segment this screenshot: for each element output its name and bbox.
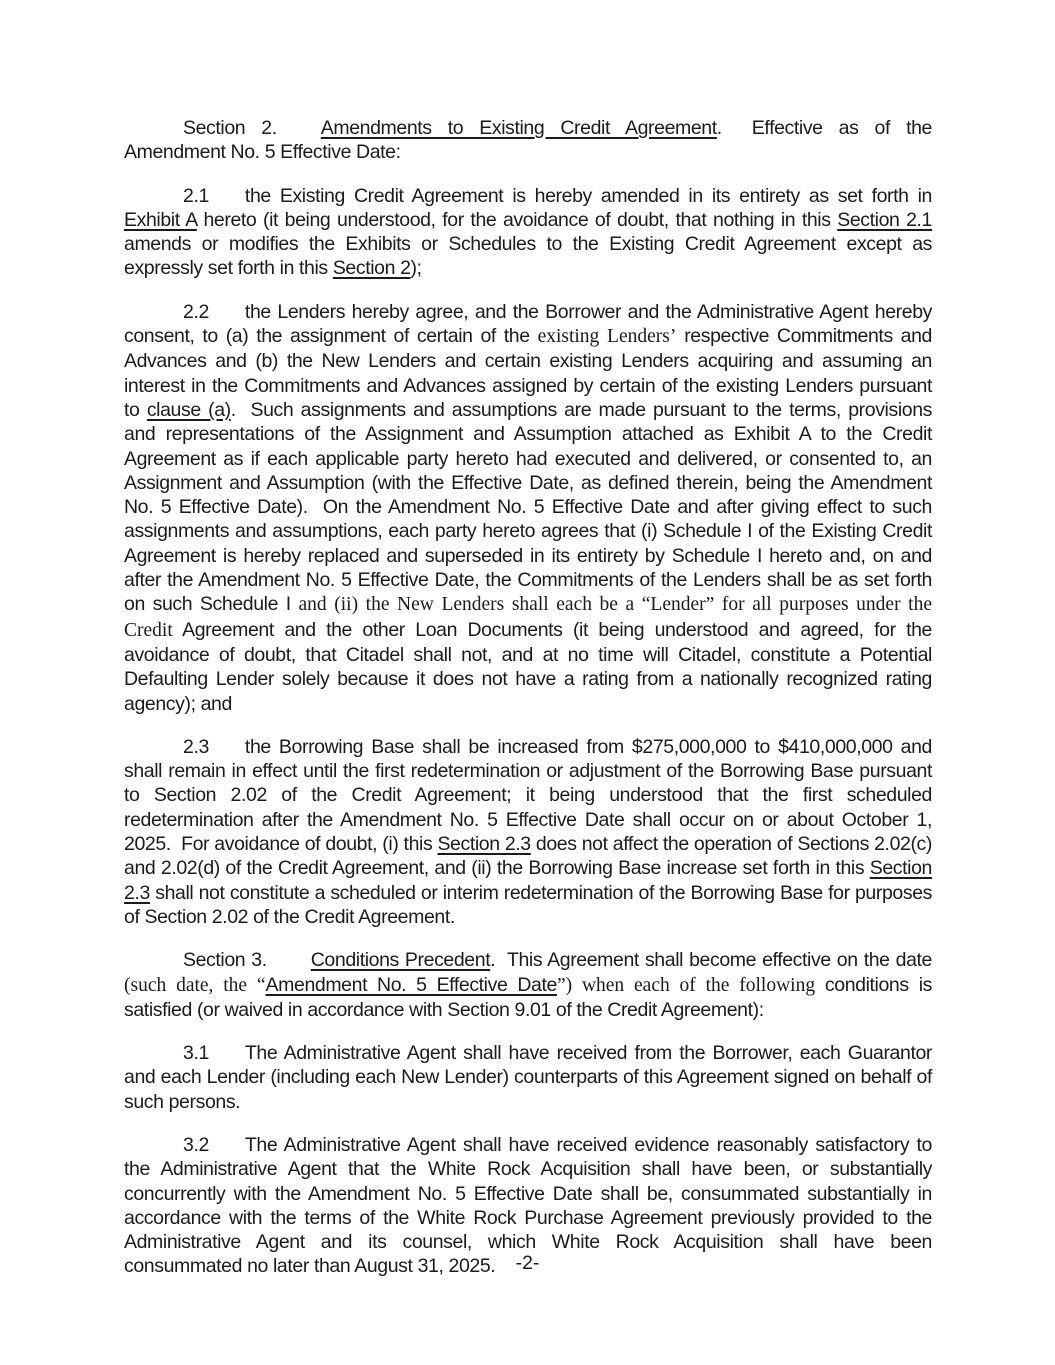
text-run: respective Commitments and Advances and (b) the New Lenders and certain existing Lenders acquiring and assuming an interest in the Commitments and Advances assigned by certain of the existing Lenders pursuant to — [124, 325, 932, 421]
text-run: ”) when each of the following — [556, 974, 825, 996]
text-run: Section 2.3 — [124, 857, 932, 904]
text-run: 2.2 — [183, 300, 209, 323]
paragraph — [124, 948, 932, 1022]
paragraph — [124, 1041, 932, 1114]
text-run: Section 3. — [183, 949, 267, 972]
tab-spacer — [209, 752, 245, 753]
tab-spacer — [209, 1150, 245, 1151]
paragraph — [124, 735, 932, 929]
text-run: amends or modifies the Exhibits or Schedules to the Existing Credit Agreement except as expressly set forth in this — [124, 233, 932, 280]
text-run: . Such assignments and assumptions are made pursuant to the terms, provisions and representations of the Assignment and Assumption attached as Exhibit A to the Credit Agreement as if each applicable party hereto had executed and delivered, or consented to, an Assignment and Assumption (with the Effective Date, as defined therein, being the Amendment No. 5 Effective Date). On the Amendment No. 5 Effective Date and after giving effect to such assignments and assumptions, each party hereto agrees that (i) Schedule I of the Existing Credit Agreement is hereby replaced and superseded in its entirety by Schedule I hereto and, on and after the Amendment No. 5 Effective Date, the Commitments of the Lenders shall be as set forth on such Schedule I — [124, 398, 932, 616]
paragraph — [124, 300, 932, 716]
text-run: the Existing Credit Agreement is hereby amended in its entirety as set forth in — [244, 184, 932, 207]
text-run: does not affect the operation of Sections 2.02(c) and 2.02(d) of the Credit Agreement, and (ii) the Borrowing Base increase set forth in this — [124, 833, 932, 880]
text-run: The Administrative Agent shall have received from the Borrower, each Guarantor and each Lender (including each New Lender) counterparts of this Agreement signed on behalf of such persons. — [124, 1042, 932, 1113]
text-run: . — [716, 117, 722, 139]
text-run: 3.1 — [183, 1042, 209, 1065]
paragraph — [124, 184, 932, 281]
tab-spacer — [209, 201, 245, 202]
text-run: (such date, the “ — [124, 974, 266, 996]
text-run: existing Lenders’ — [537, 326, 677, 348]
document-body — [124, 116, 932, 1279]
page-number: -2- — [515, 1252, 540, 1274]
text-run: Amendment No. 5 Effective Date — [265, 973, 557, 996]
text-run: . This Agreement shall become effective on the date — [490, 949, 933, 972]
text-run: Conditions Precedent — [310, 949, 491, 972]
tab-spacer — [267, 965, 311, 966]
text-run: Section 2.1 — [837, 208, 933, 231]
text-run: shall not constitute a scheduled or interim redetermination of the Borrowing Base for purposes of Section 2.02 of the Credit Agreement. — [124, 881, 932, 928]
text-run: the Lenders hereby agree, and the Borrower and the Administrative Agent hereby consent, to (a) the assignment of certain of the — [124, 300, 932, 348]
text-run: Amendments to Existing Credit Agreement — [320, 117, 717, 139]
text-run: 3.2 — [183, 1133, 209, 1156]
text-run: conditions is satisfied (or waived in accordance with Section 9.01 of the Credit Agreement): — [124, 973, 932, 1021]
text-run: Section 2 — [332, 257, 411, 280]
tab-spacer — [209, 1058, 245, 1059]
text-run: Effective as of the Amendment No. 5 Effective Date: — [124, 117, 932, 164]
tab-spacer — [722, 133, 752, 134]
text-run: The Administrative Agent shall have received evidence reasonably satisfactory to the Administrative Agent that the White Rock Acquisition shall have been, or substantially concurrently with the Amendment No. 5 Effective Date shall be, consummated substantially in accordance with the terms of the White Rock Purchase Agreement previously provided to the Administrative Agent and its counsel, which White Rock Acquisition shall have been consummated no later than August 31, 2025. — [124, 1133, 932, 1278]
text-run: Agreement and the other Loan Documents (it being understood and agreed, for the avoidance of doubt, that Citadel shall not, and at no time will Citadel, constitute a Potential Defaulting Lender solely because it does not have a rating from a nationally recognized rating agency); and — [124, 618, 932, 715]
paragraph — [124, 116, 932, 165]
text-run: and (ii) the New Lenders shall each be a “Lender” for all purposes under the Credit — [124, 594, 932, 641]
text-run: hereto (it being understood, for the avoidance of doubt, that nothing in this — [196, 208, 838, 231]
text-run: the Borrowing Base shall be increased from $275,000,000 to $410,000,000 and shall remain in effect until the first redetermination or adjustment of the Borrowing Base pursuant to Section 2.02 of the Credit Agreement; it being understood that the first scheduled redetermination after the Amendment No. 5 Effective Date shall occur on or about October 1, 2025. For avoidance of doubt, (i) this — [124, 735, 932, 856]
text-run: ); — [410, 257, 422, 280]
text-run: clause (a) — [146, 398, 231, 421]
text-run: Section 2. — [183, 117, 277, 139]
text-run: Exhibit A — [124, 208, 197, 231]
text-run: 2.1 — [183, 184, 209, 207]
text-run: 2.3 — [183, 735, 209, 758]
tab-spacer — [209, 317, 245, 318]
text-run: Section 2.3 — [437, 833, 531, 856]
tab-spacer — [277, 133, 321, 134]
